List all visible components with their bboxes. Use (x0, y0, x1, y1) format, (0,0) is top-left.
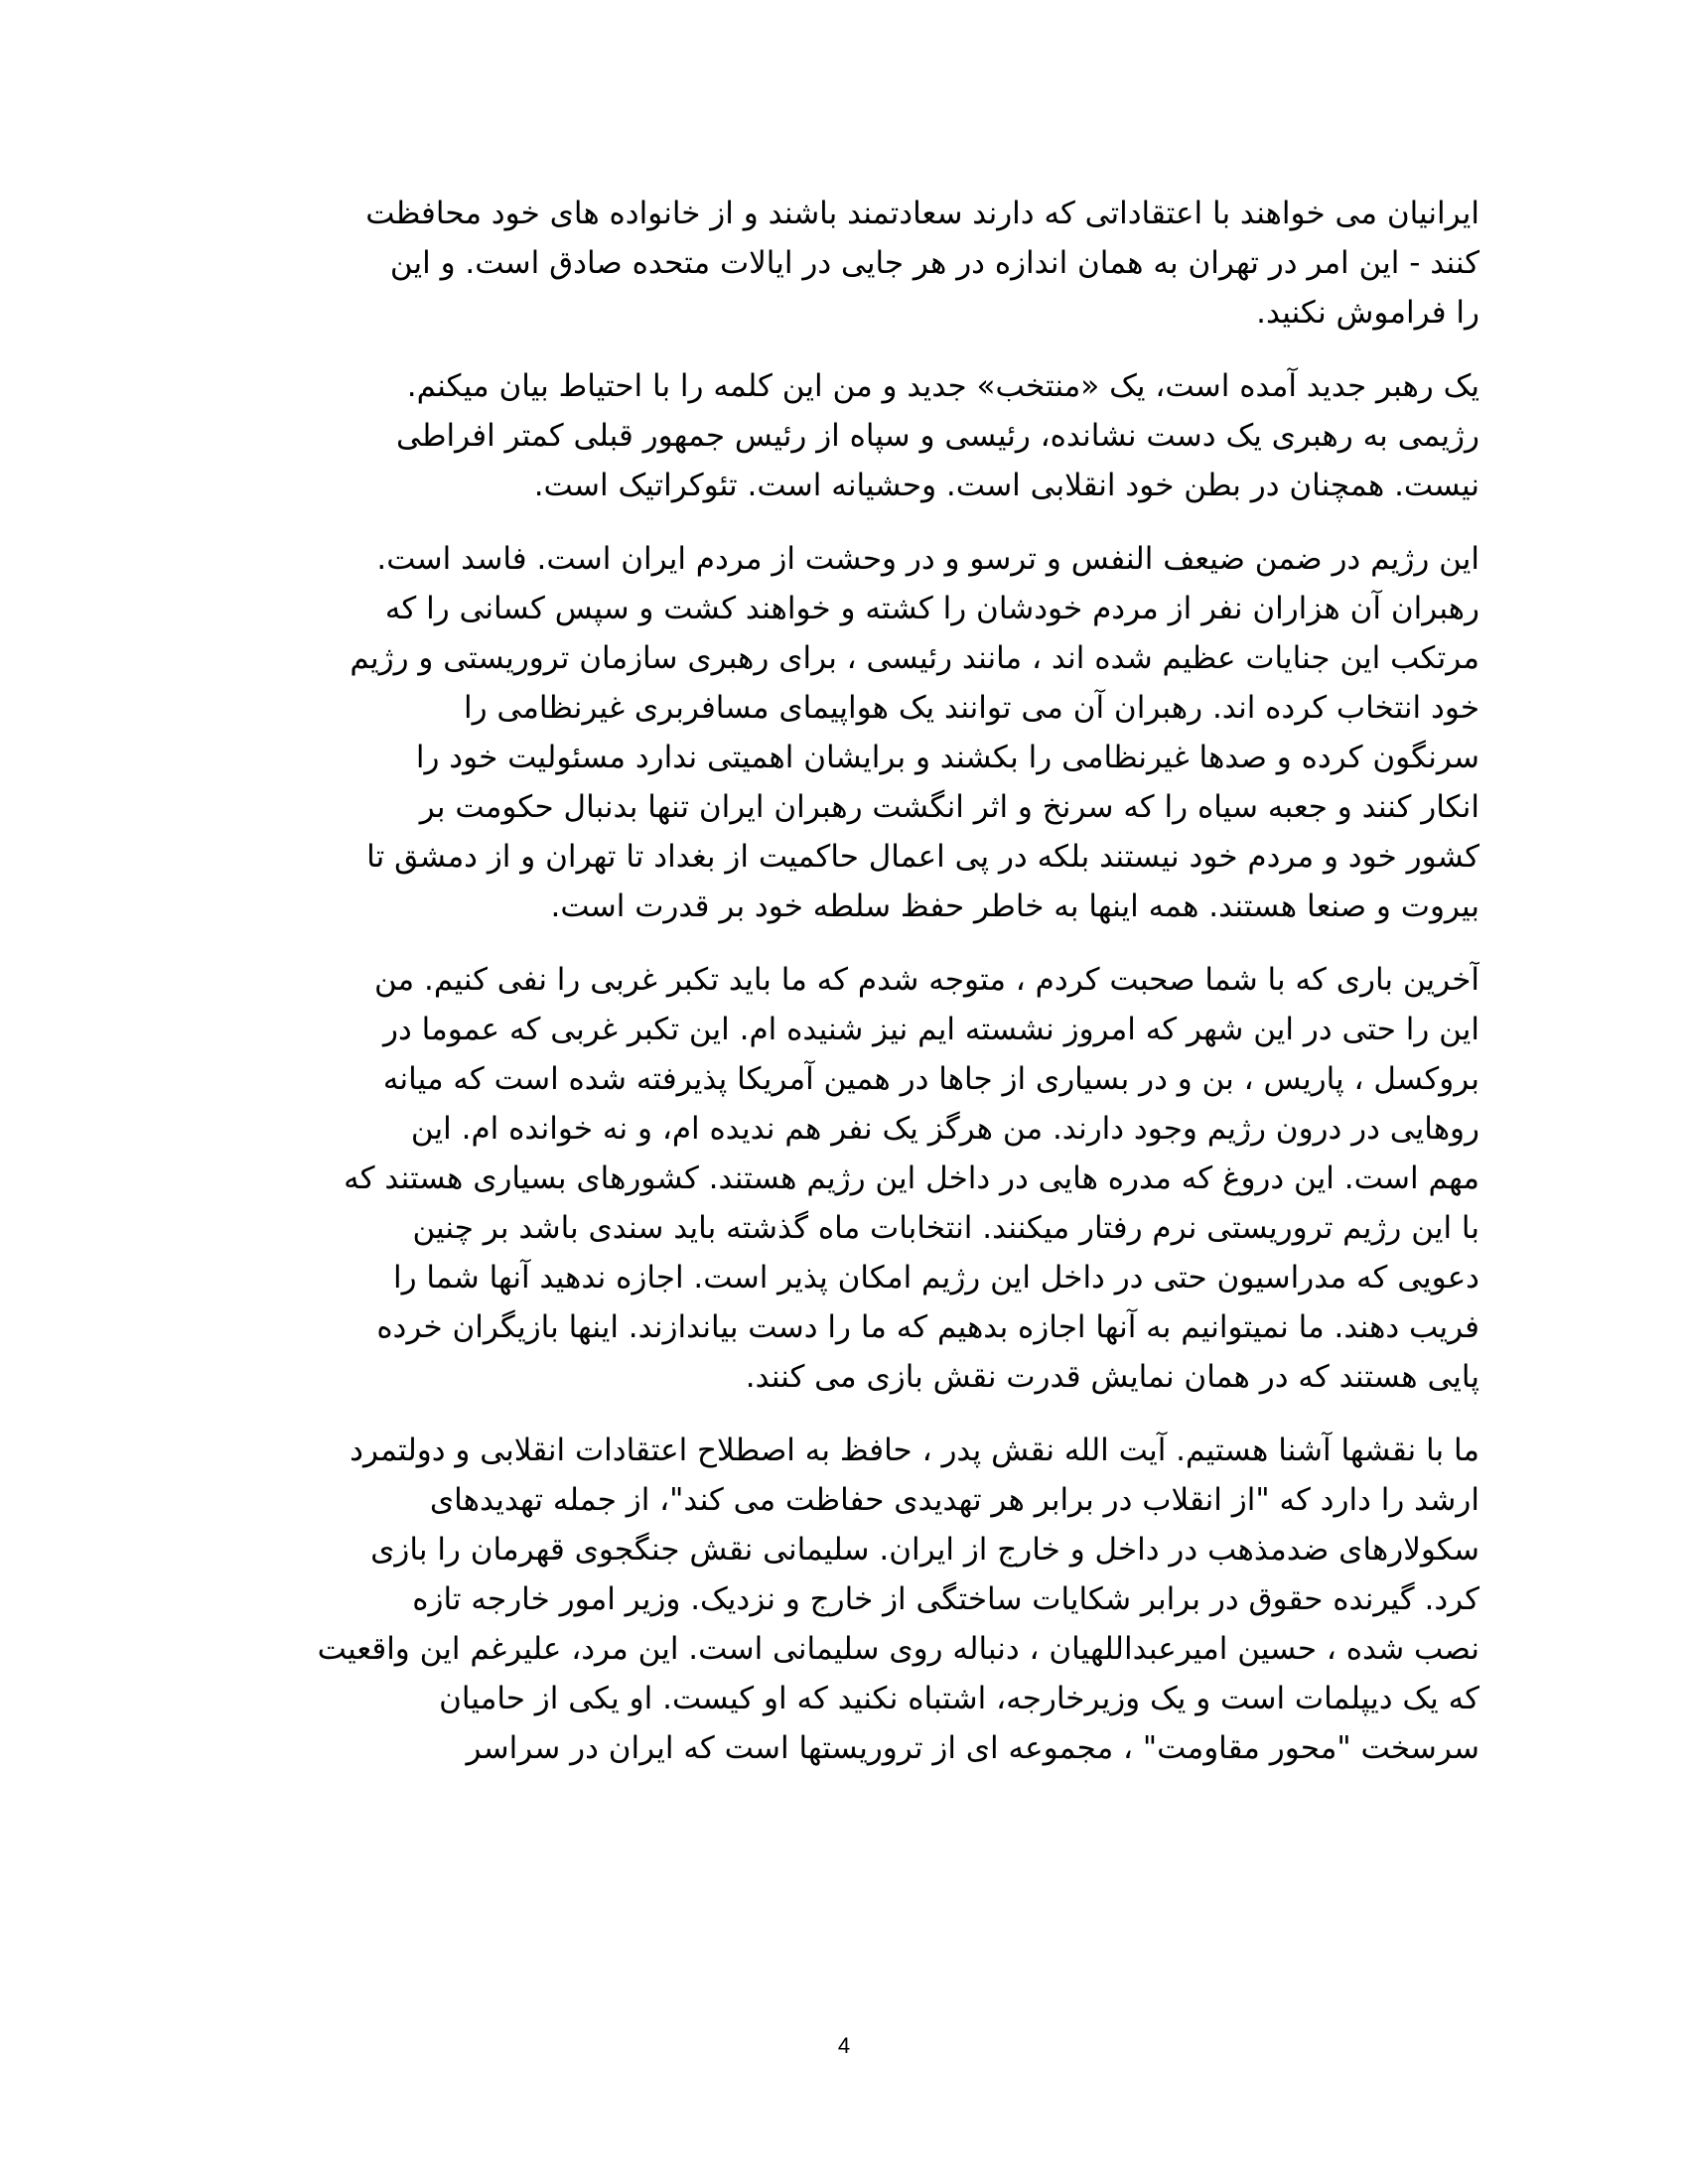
text-line: که یک دیپلمات است و یک وزیرخارجه، اشتباه نکنید که او کیست. او یکی از حامیان (439, 1681, 1479, 1716)
text-line: رژیمی به رهبری یک دست نشانده، رئیسی و سپاه از رئیس جمهور قبلی کمتر افراطی (396, 418, 1479, 454)
text-line: کرد. گیرنده حقوق در برابر شکایات ساختگی از خارج و نزدیک. وزیر امور خارجه تازه (412, 1581, 1479, 1617)
text-line: نصب شده ، حسین امیرعبداللهیان ، دنباله روی سلیمانی است. این مرد، علیرغم این واقعیت (317, 1631, 1479, 1667)
text-line: مرتکب این جنایات عظیم شده اند ، مانند رئیسی ، برای رهبری سازمان تروریستی و رژیم (350, 640, 1479, 676)
paragraph-2 (213, 361, 1479, 510)
text-line: پایی هستند که در همان نمایش قدرت نقش بازی می کنند. (745, 1359, 1479, 1395)
text-line: روهایی در درون رژیم وجود دارند. من هرگز یک نفر هم ندیده ام، و نه خوانده ام. این (410, 1111, 1479, 1147)
text-line: مهم است. این دروغ که مدره هایی در داخل این رژیم هستند. کشورهای بسیاری هستند که (344, 1160, 1479, 1196)
document-body (213, 189, 1479, 1797)
text-line: ایرانیان می خواهند با اعتقاداتی که دارند سعادتمند باشند و از خانواده های خود محافظت (365, 196, 1479, 231)
text-line: ما با نقشها آشنا هستیم. آیت الله نقش پدر ، حافظ به اصطلاح اعتقادات انقلابی و دولتمرد (350, 1433, 1479, 1468)
text-line: رهبران آن هزاران نفر از مردم خودشان را کشته و خواهند کشت و سپس کسانی را که (384, 591, 1479, 626)
text-line: آخرین باری که با شما صحبت کردم ، متوجه شدم که ما باید تکبر غربی را نفی کنیم. من (373, 962, 1479, 998)
text-line: فریب دهند. ما نمیتوانیم به آنها اجازه بدهیم که ما را دست بیاندازند. اینها بازیگران خرده (376, 1309, 1479, 1345)
text-line: را فراموش نکنید. (1256, 295, 1479, 331)
paragraph-3 (213, 534, 1479, 931)
text-line: خود انتخاب کرده اند. رهبران آن می توانند یک هواپیمای مسافربری غیرنظامی را (463, 690, 1479, 726)
text-line: سکولارهای ضدمذهب در داخل و خارج از ایران. سلیمانی نقش جنگجوی قهرمان را بازی (370, 1532, 1479, 1568)
text-line: این را حتی در این شهر که امروز نشسته ایم نیز شنیده ام. این تکبر غربی که عموما در (383, 1012, 1479, 1047)
text-line: نیست. همچنان در بطن خود انقلابی است. وحشیانه است. تئوکراتیک است. (533, 468, 1479, 503)
text-line: یک رهبر جدید آمده است، یک «منتخب» جدید و من این کلمه را با احتیاط بیان میکنم. (406, 368, 1479, 404)
paragraph-5 (213, 1426, 1479, 1773)
paragraph-4 (213, 955, 1479, 1402)
text-line: بیروت و صنعا هستند. همه اینها به خاطر حفظ سلطه خود بر قدرت است. (550, 888, 1479, 924)
page-number: 4 (837, 2033, 851, 2058)
text-line: با این رژیم تروریستی نرم رفتار میکنند. انتخابات ماه گذشته باید سندی باشد بر چنین (412, 1210, 1479, 1246)
text-line: کشور خود و مردم خود نیستند بلکه در پی اعمال حاکمیت از بغداد تا تهران و از دمشق تا (366, 839, 1479, 875)
paragraph-1 (213, 189, 1479, 338)
text-line: کنند - این امر در تهران به همان اندازه در هر جایی در ایالات متحده صادق است. و این (389, 245, 1479, 281)
text-line: سرسخت "محور مقاومت" ، مجموعه ای از تروریستها است که ایران در سراسر (466, 1730, 1479, 1766)
text-line: انکار کنند و جعبه سیاه را که سرنخ و اثر انگشت رهبران ایران تنها بدنبال حکومت بر (419, 789, 1479, 825)
text-line: دعویی که مدراسیون حتی در داخل این رژیم امکان پذیر است. اجازه ندهید آنها شما را (392, 1260, 1479, 1296)
text-line: ارشد را دارد که "از انقلاب در برابر هر تهدیدی حفاظت می کند"، از جمله تهدیدهای (429, 1482, 1479, 1518)
text-line: این رژیم در ضمن ضیعف النفس و ترسو و در وحشت از مردم ایران است. فاسد است. (376, 541, 1479, 577)
text-line: سرنگون کرده و صدها غیرنظامی را بکشند و برایشان اهمیتی ندارد مسئولیت خود را (415, 740, 1479, 775)
text-line: بروکسل ، پاریس ، بن و در بسیاری از جاها در همین آمریکا پذیرفته شده است که میانه (382, 1061, 1479, 1097)
